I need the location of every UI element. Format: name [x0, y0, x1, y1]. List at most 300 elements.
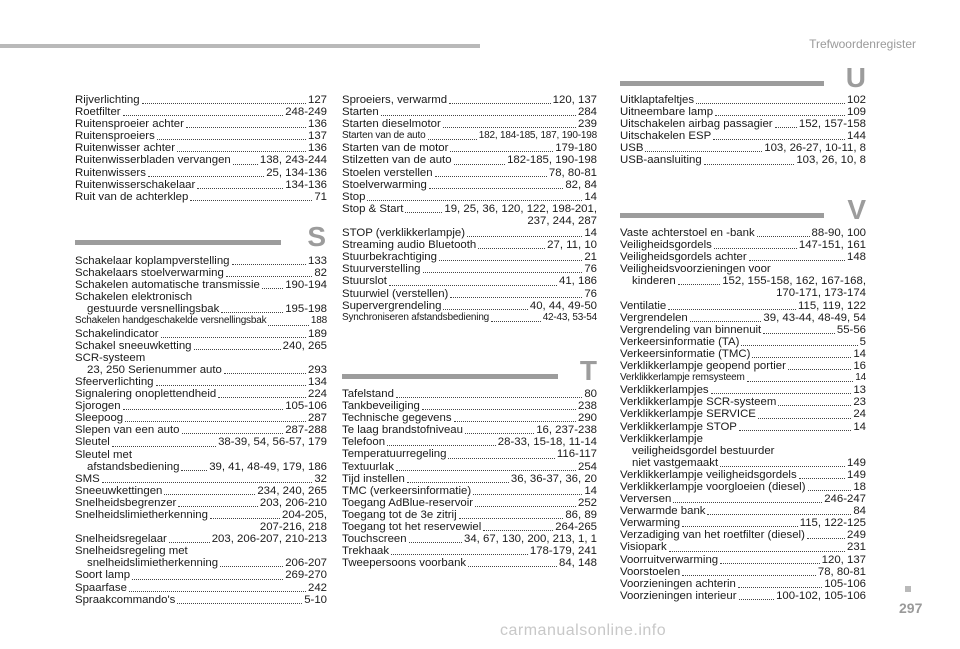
index-entry	[75, 569, 327, 581]
leader-dots	[422, 409, 576, 410]
leader-dots	[454, 164, 506, 165]
index-entry-line	[75, 315, 327, 327]
index-entry-term: TMC (verkeersinformatie)	[342, 484, 472, 497]
index-entry-term: Tweepersoons voorbank	[342, 557, 467, 570]
index-entry-pages: 231	[846, 541, 866, 554]
index-entry	[342, 142, 597, 154]
section-rule	[620, 213, 824, 218]
index-entry-term: Schakel sneeuwketting	[75, 339, 192, 352]
index-entry-pages: 19, 25, 36, 120, 122, 198-201,	[444, 202, 597, 215]
index-entry-line	[75, 328, 327, 340]
index-entry-pages: 16	[853, 360, 866, 373]
index-entry-term: Streaming audio Bluetooth	[342, 239, 477, 252]
index-entry-term: Toegang AdBlue-reservoir	[342, 496, 474, 509]
index-entry	[342, 448, 597, 460]
index-entry-term: Sproeiers, verwarmd	[342, 94, 448, 106]
index-entry	[75, 191, 327, 203]
index-entry-line	[75, 142, 327, 154]
index-entry-pages-continued: 207-216, 218	[259, 521, 327, 534]
leader-dots	[788, 369, 851, 370]
index-entry	[620, 566, 866, 578]
leader-dots	[467, 236, 582, 237]
index-entry	[620, 227, 866, 239]
index-entry	[75, 179, 327, 191]
index-entry-term: Visiopark	[620, 541, 667, 554]
leader-dots	[161, 337, 306, 338]
index-entry-pages: 182-185, 190-198	[507, 154, 597, 167]
index-entry	[342, 388, 597, 400]
leader-dots	[186, 127, 306, 128]
index-entry	[75, 424, 327, 436]
index-entry-pages: 14	[855, 372, 866, 384]
index-entry-line	[342, 545, 597, 557]
index-entry	[75, 400, 327, 412]
index-entry-pages: 42-43, 53-54	[542, 311, 597, 323]
index-entry-line	[342, 203, 597, 215]
leader-dots	[429, 188, 563, 189]
index-entry-line	[75, 267, 327, 279]
leader-dots	[443, 309, 527, 310]
index-entry	[75, 582, 327, 594]
index-entry-term: Signalering onoplettendheid	[75, 388, 217, 401]
index-entry-line	[620, 142, 866, 154]
index-entry-line	[620, 529, 866, 541]
index-entry-pages: 103, 26, 10, 8	[796, 154, 866, 167]
index-entry-pages: 238	[577, 400, 597, 413]
leader-dots	[391, 554, 528, 555]
index-entry-line	[342, 461, 597, 473]
index-entry	[342, 227, 597, 239]
leader-dots	[407, 482, 509, 483]
index-entry-pages: 224	[307, 388, 327, 401]
index-entry-line	[620, 590, 866, 602]
index-entry-pages: 109	[846, 106, 866, 119]
index-entry-pages: 14	[853, 347, 866, 360]
index-entry	[620, 324, 866, 336]
index-entry	[75, 328, 327, 340]
index-entry	[342, 191, 597, 203]
index-entry-pages: 100-102, 105-106	[776, 589, 866, 602]
index-entry-line	[342, 521, 597, 533]
index-entry	[620, 421, 866, 433]
index-entry-pages: 88-90, 100	[811, 227, 866, 239]
index-entry	[75, 352, 327, 376]
index-entry	[620, 493, 866, 505]
index-entry-pages: 13	[853, 384, 866, 397]
index-entry-pages: 82	[314, 267, 327, 280]
index-entry-term: Voorruitverwarming	[620, 553, 719, 566]
index-entry-pages: 178-179, 241	[529, 545, 597, 558]
index-entry-pages: 190-194	[285, 279, 327, 292]
index-entry-pages: 188	[310, 315, 327, 327]
index-entry-pages: 78, 80-81	[817, 565, 866, 578]
index-entry-term-continued: afstandsbediening	[87, 460, 180, 473]
index-entry	[620, 106, 866, 118]
header-rule	[0, 44, 480, 48]
index-entry-term: Vergrendelen	[620, 311, 688, 324]
index-entry-line	[75, 594, 327, 606]
index-entry-line	[620, 421, 866, 433]
index-entry-line	[620, 408, 866, 420]
index-entry	[620, 312, 866, 324]
index-column-r	[75, 94, 327, 203]
index-entry	[75, 473, 327, 485]
index-entry-pages: 5-10	[304, 593, 327, 606]
leader-dots	[459, 518, 564, 519]
leader-dots	[268, 325, 309, 326]
index-entry-line	[342, 557, 597, 569]
index-entry	[75, 167, 327, 179]
index-entry-term: Ruitenwisser achter	[75, 142, 176, 155]
leader-dots	[218, 397, 306, 398]
index-entry-pages: 105-106	[824, 577, 866, 590]
index-entry-line	[75, 118, 327, 130]
index-entry-term: Technische gegevens	[342, 412, 452, 425]
page-marker	[905, 586, 911, 592]
index-entry-term: Synchroniseren afstandsbediening	[342, 311, 490, 323]
index-entry-term: Stop & Start	[342, 202, 404, 215]
index-entry	[342, 497, 597, 509]
index-entry-term: Verklikkerlampje veiligheidsgordels	[620, 468, 797, 481]
index-entry-pages: 78, 80-81	[548, 166, 597, 179]
section-rule	[75, 240, 281, 245]
index-entry	[75, 545, 327, 569]
index-entry-pages: 14	[584, 484, 597, 497]
index-entry	[620, 154, 866, 166]
leader-dots	[775, 127, 797, 128]
leader-dots	[405, 212, 442, 213]
index-entry-pages: 134	[307, 375, 327, 388]
index-entry-term: Voorstoelen	[620, 565, 681, 578]
index-entry	[620, 142, 866, 154]
index-entry-line	[75, 485, 327, 497]
index-entry-line	[620, 130, 866, 142]
index-entry	[342, 557, 597, 569]
index-entry-line	[75, 533, 327, 545]
leader-dots	[473, 494, 582, 495]
index-entry-line	[342, 288, 597, 300]
leader-dots	[381, 115, 576, 116]
index-entry	[342, 509, 597, 521]
index-entry-term: Sleepoog	[75, 412, 124, 425]
index-entry	[75, 291, 327, 315]
index-entry-line	[620, 275, 866, 287]
index-entry-term: Toegang tot de 3e zitrij	[342, 508, 457, 521]
index-entry-line	[620, 457, 866, 469]
index-entry-term: Slepen van een auto	[75, 424, 180, 437]
index-entry-term: Te laag brandstofniveau	[342, 424, 463, 437]
index-entry-line	[620, 554, 866, 566]
leader-dots	[181, 470, 207, 471]
index-entry-pages: 149	[846, 456, 866, 469]
index-entry	[342, 300, 597, 312]
index-entry-term-continued: snelheidslimietherkenning	[87, 557, 219, 570]
index-entry-term: Toegang tot het reservewiel	[342, 521, 482, 534]
index-entry	[342, 167, 597, 179]
index-entry-term: Schakelaar koplampverstelling	[75, 255, 230, 267]
index-entry	[75, 154, 327, 166]
index-entry-term: Voorzieningen achterin	[620, 577, 736, 590]
leader-dots	[423, 272, 583, 273]
index-entry-pages: 254	[577, 460, 597, 473]
index-column-v	[620, 227, 866, 602]
index-entry-term: Ruit van de achterklep	[75, 190, 189, 203]
section-letter-s: S	[307, 221, 326, 252]
leader-dots	[673, 502, 822, 503]
leader-dots	[449, 103, 551, 104]
index-entry	[342, 521, 597, 533]
index-entry-line	[620, 578, 866, 590]
index-entry	[75, 533, 327, 545]
index-entry	[75, 594, 327, 606]
index-entry-term: Ventilatie	[620, 299, 667, 312]
index-entry-line	[75, 509, 327, 521]
leader-dots	[808, 490, 852, 491]
index-entry-line	[75, 436, 327, 448]
index-entry-term: Rijverlichting	[75, 94, 140, 106]
index-entry-line	[75, 364, 327, 376]
index-entry-pages: 133	[307, 255, 327, 267]
index-entry-line	[342, 412, 597, 424]
index-entry-term: Veiligheidsgordels achter	[620, 251, 747, 264]
leader-dots	[483, 530, 553, 531]
index-entry-line	[75, 179, 327, 191]
leader-dots	[739, 599, 775, 600]
leader-dots	[757, 236, 810, 237]
index-entry-term: Sfeerverlichting	[75, 375, 154, 388]
leader-dots	[428, 139, 477, 140]
index-entry-line	[342, 473, 597, 485]
index-entry-pages: 120, 137	[821, 553, 866, 566]
index-entry-pages: 120, 137	[552, 94, 597, 106]
index-entry-pages: 234, 240, 265	[257, 484, 327, 497]
index-entry-pages: 148	[846, 251, 866, 264]
leader-dots	[668, 309, 796, 310]
index-entry-line	[620, 384, 866, 396]
index-entry-term: SMS	[75, 472, 100, 485]
index-entry	[620, 118, 866, 130]
index-entry	[620, 239, 866, 251]
index-entry-line	[342, 227, 597, 239]
index-entry-term: Uitklaptafeltjes	[620, 94, 695, 106]
index-entry-pages: 179-180	[555, 142, 597, 155]
index-entry-pages: 147-151, 161	[798, 239, 866, 252]
index-entry-line	[75, 582, 327, 594]
index-entry	[620, 300, 866, 312]
index-entry-pages-continued: 170-171, 173-174	[776, 287, 866, 300]
index-entry	[342, 436, 597, 448]
leader-dots	[190, 200, 312, 201]
index-entry	[620, 578, 866, 590]
index-entry-line	[620, 154, 866, 166]
index-entry-term: Uitschakelen ESP	[620, 130, 712, 143]
leader-dots	[715, 115, 845, 116]
leader-dots	[233, 164, 258, 165]
leader-dots	[396, 397, 582, 398]
index-entry	[342, 473, 597, 485]
index-entry-line	[342, 118, 597, 130]
index-entry-pages: 138, 243-244	[259, 154, 327, 167]
index-entry-pages: 80	[584, 388, 597, 400]
index-entry-term: Snelheidsregelaar	[75, 533, 167, 546]
index-entry-term: Tijd instellen	[342, 472, 405, 485]
index-entry	[342, 424, 597, 436]
index-entry-term: Stuurverstelling	[342, 263, 421, 276]
index-entry-line	[75, 130, 327, 142]
index-entry-term: SCR-systeem	[75, 351, 146, 364]
index-entry-pages: 290	[577, 412, 597, 425]
index-entry-line	[75, 388, 327, 400]
index-entry	[75, 94, 327, 106]
leader-dots	[707, 514, 851, 515]
index-entry-pages: 287-288	[285, 424, 327, 437]
index-entry-pages: 27, 11, 10	[547, 239, 597, 252]
index-entry	[342, 545, 597, 557]
index-entry-term: Verwarming	[620, 517, 681, 530]
index-entry-term: Telefoon	[342, 436, 386, 449]
index-entry-term: Vergrendeling van binnenuit	[620, 323, 762, 336]
index-entry-pages: 264-265	[555, 521, 597, 534]
index-entry	[75, 255, 327, 267]
index-entry	[342, 94, 597, 106]
index-entry-pages: 25, 134-136	[266, 166, 327, 179]
index-entry-line	[75, 569, 327, 581]
index-entry-term: Snelheidsbegrenzer	[75, 496, 177, 509]
leader-dots	[157, 139, 306, 140]
index-entry-pages: 82, 84	[565, 178, 597, 191]
index-entry-line	[75, 255, 327, 267]
leader-dots	[387, 445, 496, 446]
index-entry-line	[342, 142, 597, 154]
index-entry	[620, 336, 866, 348]
index-entry	[75, 267, 327, 279]
index-entry-line	[620, 336, 866, 348]
index-entry-pages: 41, 186	[558, 275, 597, 288]
index-entry-term: Schakelen automatische transmissie	[75, 279, 260, 292]
index-entry-pages: 293	[307, 363, 327, 376]
index-entry-term: Verversen	[620, 493, 672, 506]
leader-dots	[443, 127, 576, 128]
index-entry-pages: 86, 89	[565, 508, 597, 521]
index-entry	[342, 106, 597, 118]
leader-dots	[210, 518, 280, 519]
leader-dots	[778, 405, 851, 406]
section-header-s	[75, 221, 326, 254]
watermark-text: carmanualsonline.info	[500, 622, 667, 639]
index-entry-term: Ruitensproeiers	[75, 130, 155, 143]
index-entry-term: Sleutel	[75, 436, 110, 449]
leader-dots	[226, 276, 313, 277]
leader-dots	[221, 312, 283, 313]
index-entry-term: Verklikkerlampje SCR-systeem	[620, 396, 777, 409]
index-entry-pages: 39, 41, 48-49, 179, 186	[209, 460, 327, 473]
leader-dots	[132, 579, 283, 580]
index-entry	[342, 400, 597, 412]
leader-dots	[720, 563, 820, 564]
index-entry-pages: 14	[584, 227, 597, 240]
index-entry-pages: 24	[853, 408, 866, 421]
index-entry-term: Textuurlak	[342, 460, 394, 473]
index-entry-term: Stop	[342, 190, 366, 203]
index-entry-pages: 287	[307, 412, 327, 425]
index-entry-term: Uitschakelen airbag passagier	[620, 118, 773, 131]
index-entry-pages: 36, 36-37, 36, 20	[510, 472, 597, 485]
index-entry-line	[620, 106, 866, 118]
index-entry-pages: 203, 206-210	[259, 496, 327, 509]
index-entry-pages: 136	[307, 142, 327, 155]
index-entry	[620, 408, 866, 420]
index-entry-term-continued: kinderen	[632, 275, 676, 288]
index-entry-pages: 242	[307, 581, 327, 594]
index-entry-pages: 116-117	[556, 448, 597, 461]
index-entry-line	[342, 191, 597, 203]
leader-dots	[148, 176, 264, 177]
index-entry	[620, 469, 866, 481]
index-entry-term: Starten	[342, 106, 379, 119]
index-entry-line	[620, 541, 866, 553]
index-entry	[75, 509, 327, 533]
page-number: 297	[899, 600, 923, 616]
index-entry-line	[342, 300, 597, 312]
leader-dots	[396, 470, 576, 471]
index-entry-line	[620, 300, 866, 312]
index-entry-line	[620, 348, 866, 360]
index-entry-line	[620, 251, 866, 263]
index-entry-term: Snelheidsregeling met	[75, 545, 188, 558]
index-entry-term: Voorzieningen interieur	[620, 589, 737, 602]
index-entry-pages: 152, 157-158	[798, 118, 866, 131]
index-entry-term: Verklikkerlampje voorgloeien (diesel)	[620, 480, 806, 493]
index-entry-line	[75, 376, 327, 388]
index-entry-line	[620, 517, 866, 529]
leader-dots	[194, 349, 281, 350]
index-entry	[342, 288, 597, 300]
index-entry	[75, 376, 327, 388]
index-entry	[620, 433, 866, 469]
index-entry-term: Ruitensproeier achter	[75, 118, 184, 131]
index-entry-pages: 16, 237-238	[536, 424, 597, 437]
index-entry-pages: 252	[577, 496, 597, 509]
section-rule	[620, 81, 824, 86]
leader-dots	[682, 575, 816, 576]
index-entry	[342, 239, 597, 251]
index-entry-line	[342, 509, 597, 521]
index-entry-pages: 38-39, 54, 56-57, 179	[218, 436, 327, 449]
section-header-t	[342, 355, 597, 388]
index-entry-pages: 137	[307, 130, 327, 143]
index-entry	[342, 312, 597, 324]
index-entry	[75, 497, 327, 509]
index-entry-pages: 76	[584, 287, 597, 300]
page-header-title: Trefwoordenregister	[809, 37, 916, 51]
index-entry-line	[620, 312, 866, 324]
index-entry-line	[342, 94, 597, 106]
index-entry-term: Snelheidslimietherkenning	[75, 508, 208, 521]
section-letter-u: U	[845, 62, 866, 93]
index-entry-line	[342, 263, 597, 275]
index-entry-pages: 40, 44, 49-50	[529, 299, 597, 312]
index-entry	[75, 142, 327, 154]
index-entry-term: Spaarfase	[75, 581, 127, 594]
index-entry-pages: 21	[584, 251, 597, 264]
leader-dots	[478, 248, 545, 249]
index-entry-pages: 76	[584, 263, 597, 276]
index-entry	[75, 436, 327, 448]
leader-dots	[123, 409, 284, 410]
leader-dots	[645, 151, 762, 152]
index-entry-line	[342, 251, 597, 263]
index-entry-term: Sjorogen	[75, 400, 121, 413]
